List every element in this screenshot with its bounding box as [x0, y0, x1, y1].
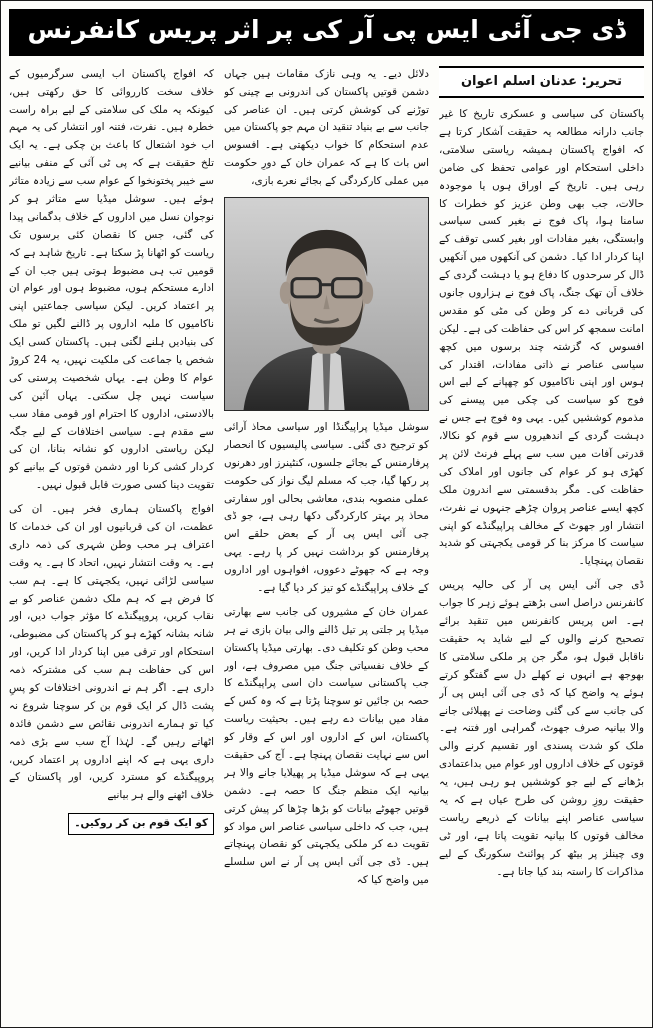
- body-text: پاکستان کی سیاسی و عسکری تاریخ کا غیر جانب دارانہ مطالعہ یہ حقیقت آشکار کرتا ہے کہ افواج پاکستان ہمیشہ ریاستی سلامتی، داخلی استحکام اور عوامی تحفظ کی ضامن رہی ہیں۔ تاریخ کے اوراق ہوں یا موجودہ حالات، جب بھی وطن عزیز کو خطرات کا سامنا ہوا، پاک فوج نے بغیر کسی سیاسی وابستگی، بغیر مفادات اور بغیر کسی توقف کے اپنا کردار ادا کیا۔ دشمن کی آنکھوں میں آنکھیں ڈال کر سرحدوں کا دفاع ہو یا دہشت گردی کے خلاف اَن تھک جنگ، پاک فوج نے ہزاروں جانوں کی قربانی دے کر وطن کی مٹی کو مقدس امانت سمجھ کر اس کی حفاظت کی ہے۔ لیکن افسوس کہ گزشتہ چند برسوں میں کچھ سیاسی عناصر نے ذاتی مفادات، اقتدار کی ہوس اور اپنی ناکامیوں کو چھپانے کے لیے اس فوج کو سیاست کی چکی میں پیسنے کی مذموم کوششیں کیں۔ یہی وہ فوج ہے جس نے دہشت گردی کے اندھیروں سے قوم کو نکالا، قدرتی آفات میں سب سے پہلے فرنٹ لائن پر کھڑی ہو کر عوام کی جانوں اور املاک کی حفاظت کی۔ مگر بدقسمتی سے اندرون ملک کچھ ایسے عناصر پروان چڑھے جنہوں نے نفرت، انتشار اور جھوٹ کے مخالف پراپیگنڈے کو اپنی سیاست کا مرکز بنا کر قومی یکجہتی کو شدید نقصان پہنچایا۔: [439, 108, 644, 568]
- column-left: [9, 66, 214, 1018]
- byline-text: تحریر: عدنان اسلم اعوان: [460, 73, 623, 89]
- column-right: [439, 66, 644, 1018]
- body-text: کہ افواج پاکستان اب ایسی سرگرمیوں کے خلاف سخت کارروائی کا حق رکھتی ہیں، کیونکہ یہ ملک کی سلامتی کے لیے براہ راست خطرہ ہیں۔ نفرت، فتنہ اور انتشار کی یہ مہم اب خود اشتعال کا باعث بن چکی ہے۔ یہ ایک تلخ حقیقت ہے کہ پی ٹی آئی کے منفی بیانیے سے خیبر پختونخوا کے عوام سب سے زیادہ متاثر ہوئے ہیں۔ سوشل میڈیا سے متاثر ہو کر نوجوان نسل میں اداروں کے خلاف بدگمانی پیدا کی گئی، جس کا نقصان کئی برسوں تک ریاست کو اٹھانا پڑ سکتا ہے۔ تاریخ شاہد ہے کہ قومیں تب ہی مضبوط ہوتی ہیں جب ان کے ادارے مستحکم ہوں، مضبوط ہوں اور عوام ان پر اعتماد کریں۔ لیکن سیاسی جماعتیں اپنی ناکامیوں کا ملبہ اداروں پر ڈالنے لگیں تو ملک کی بنیادیں ہلنے لگتی ہیں۔ پاکستان کسی ایک شخص یا جماعت کی ملکیت نہیں، یہ 24 کروڑ عوام کا وطن ہے۔ یہاں شخصیت پرستی کی سیاست نہیں چل سکتی۔ یہاں آئین کی بالادستی، اداروں کا احترام اور قومی مفاد سب سے مقدم ہے۔ سیاسی اختلافات کے لیے جگہ لیکن ریاستی اداروں کو نشانہ بنانا، ان کی کردار کشی کرنا اور دشمن قوتوں کے بیانیے کو تقویت دینا کسی صورت قابل قبول نہیں۔: [9, 67, 214, 492]
- author-portrait-graphic: [225, 198, 428, 410]
- closing-boxed-line: کو ایک قوم بن کر روکیں۔: [68, 813, 214, 835]
- body-text: دلائل دیے۔ یہ وہی نازک مقامات ہیں جہاں دشمن قوتیں پاکستان کی اندرونی بے چینی کو توڑنے کی کوشش کرتی ہیں۔ ان عناصر کی جانب سے بے بنیاد تنقید ان مہم جو پاکستان میں عدم استحکام کا خواب دیکھتی ہے۔ افسوس اس بات کا ہے کہ عمران خان کے دورِ حکومت میں عملی کارکردگی کے بجائے نعرے بازی،: [224, 67, 429, 188]
- article-title: ڈی جی آئی ایس پی آر کی پر اثر پریس کانفرنس: [27, 15, 626, 44]
- body-text: افواج پاکستان ہماری فخر ہیں۔ ان کی عظمت، ان کی قربانیوں اور ان کی خدمات کا اعتراف ہر محب وطن شہری کی ذمہ داری ہے۔ یہ وقت انتشار نہیں، اتحاد کا ہے۔ یہ وقت سیاسی لڑائی نہیں، یکجہتی کا ہے۔ ہم سب کا فرض ہے کہ ہم ملک دشمن عناصر کو بے نقاب کریں، پروپیگنڈے کا مؤثر جواب دیں، اور شانہ بشانہ کھڑے ہو کر پاکستان کی مضبوطی، استحکام اور ترقی میں اپنا کردار ادا کریں، اور اس کی حفاظت ہم سب کی مشترکہ ذمہ داری ہے۔ اگر ہم نے اندرونی اختلافات کو پسِ پشت ڈال کر ایک قوم بن کر سوچنا شروع نہ کیا تو ہمارے اندرونی نقائص سے دشمن فائدہ اٹھاتے رہیں گے۔ لہٰذا آج سب سے بڑی ذمہ داری یہی ہے کہ اپنے اداروں پر اعتماد کریں، پروپیگنڈے کو مسترد کریں، اور پاکستان کے خلاف اٹھنے والے ہر بیانیے: [9, 503, 214, 802]
- column-middle: [224, 66, 429, 1018]
- article-columns: [9, 66, 644, 1018]
- body-text: ڈی جی آئی ایس پی آر کی حالیہ پریس کانفرنس دراصل اسی بڑھتے ہوئے زہر کا جواب ہے۔ اس پریس کانفرنس میں تنقید برائے تصحیح کرنے والوں کے لیے شاید یہ حقیقت ناقابل قبول ہو، مگر جن پر ملکی سلامتی کا بھوجھ ہے انہوں نے کھلے دل سے گفتگو کرتے ہوئے یہ واضح کیا کہ ڈی جی آئی ایس پی آر کی جانب سے کی گئی وضاحت نے پھیلائی جانے والا بیانیہ صرف جھوٹ، گمراہی اور فتنہ ہے۔ ملک کو شدت پسندی اور تقسیم کرنے والی قوتوں کے خلاف اداروں اور عوام میں بداعتمادی بڑھانے کے لیے جو کوششیں ہو رہی ہیں، یہ حقیقت روزِ روشن کی طرح عیاں ہے کہ یہ سیاسی عناصر اپنے بیانات کے ذریعے ریاست مخالف قوتوں کا بیانیہ تقویت پاتا ہے، اور ٹی وی چینلز پر بیٹھ کر پوائنٹ سکورنگ کے لیے مذاکرات کا راستہ بند کیا جاتا ہے۔: [439, 579, 644, 878]
- article-title-bar: [9, 9, 644, 56]
- body-text: سوشل میڈیا پراپیگنڈا اور سیاسی محاذ آرائی کو ترجیح دی گئی۔ سیاسی پالیسیوں کا انحصار پرفارمنس کے بجائے جلسوں، کنٹینرز اور دھرنوں پر رکھا گیا، جب کہ مسلم لیگ نواز کی حکومت عملی منصوبہ بندی، معاشی بحالی اور سفارتی محاذ پر بہتر کارکردگی دکھا رہی ہے، جو ڈی جی آئی ایس پی آر کے بعض حلقے اس پرفارمنس کو برداشت نہیں کر پا رہے۔ یہی وجہ ہے کہ جھوٹے دعووں، افواہوں اور اداروں کے خلاف پراپیگنڈے کو تیز کر دیا گیا ہے۔: [224, 420, 429, 594]
- byline-box: [439, 66, 644, 98]
- author-photo: [224, 197, 429, 411]
- body-text: عمران خان کے مشیروں کی جانب سے بھارتی میڈیا پر جلتی پر تیل ڈالنے والی بیان بازی نے ہر محب وطن کو تکلیف دی۔ بھارتی میڈیا پاکستان کے خلاف نفسیاتی جنگ میں مصروف ہے، اور جب پاکستانی سیاست دان اسی پراپیگنڈے کا حصہ بن جائیں تو سوچنا پڑتا ہے کہ وہ کس کے مفاد میں بیانات دے رہے ہیں۔ بحیثیت ریاست پاکستان، اس کے اداروں اور اس کے وقار کو اس سے نہایت نقصان پہنچا ہے۔ آج کی حقیقت یہی ہے کہ سوشل میڈیا پر پھیلایا جانے والا ہر بیانیہ ایک منظم جنگ کا حصہ ہے۔ دشمن قوتیں جھوٹے بیانات کو بڑھا چڑھا کر پیش کرتی ہیں، جب کہ داخلی سیاسی عناصر اس مواد کو تقویت دے کر ملکی یکجہتی کو نقصان پہنچاتے ہیں۔ ڈی جی آئی ایس پی آر نے اس سلسلے میں واضح کیا کہ: [224, 605, 429, 887]
